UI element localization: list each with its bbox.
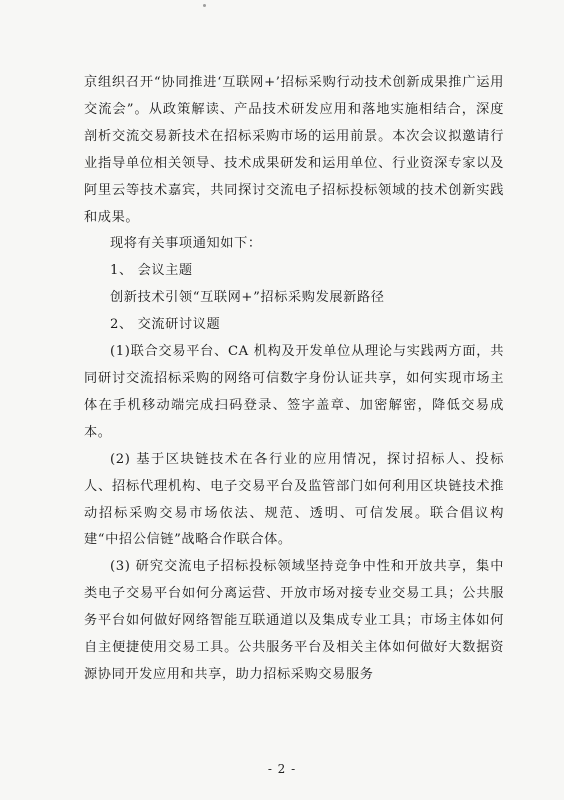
section-heading-1: 1、 会议主题 [110,263,193,279]
document-body [84,70,504,689]
discussion-item-3: (3) 研究交流电子招标投标领域坚持竞争中性和开放共享，集中类电子交易平台如何分离运营、开放市场对接专业交易工具；公共服务平台如何做好网络智能互联通道以及集成专业工具；市场主体如何自主便捷使用交易工具。公共服务平台及相关主体如何做好大数据资源协同开发应用和共享，助力招标采购交易服务 [84,559,504,682]
notice-paragraph: 现将有关事项通知如下： [110,236,262,252]
scan-speck [203,4,206,7]
discussion-item-1: (1)联合交易平台、CA 机构及开发单位从理论与实践两方面，共同研讨交流招标采购的网络可信数字身份认证共享，如何实现市场主体在手机移动端完成扫码登录、签字盖章、加密解密，降低交易成本。 [84,344,504,440]
meeting-topic: 创新技术引领“互联网+”招标采购发展新路径 [110,290,385,306]
intro-paragraph: 京组织召开“协同推进‘互联网+’招标采购行动技术创新成果推广运用交流会”。从政策解读、产品技术研发应用和落地实施相结合，深度剖析交流交易新技术在招标采购市场的运用前景。本次会议拟邀请行业指导单位相关领导、技术成果研发和运用单位、行业资深专家以及阿里云等技术嘉宾，共同探讨交流电子招标投标领域的技术创新实践和成果。 [84,75,504,225]
page-number: - 2 - [267,762,297,776]
section-heading-2: 2、 交流研讨议题 [110,317,221,333]
discussion-item-2: (2) 基于区块链技术在各行业的应用情况，探讨招标人、投标人、招标代理机构、电子交易平台及监管部门如何利用区块链技术推动招标采购交易市场依法、规范、透明、可信发展。联合倡议构建“中招公信链”战略合作联合体。 [84,451,504,548]
